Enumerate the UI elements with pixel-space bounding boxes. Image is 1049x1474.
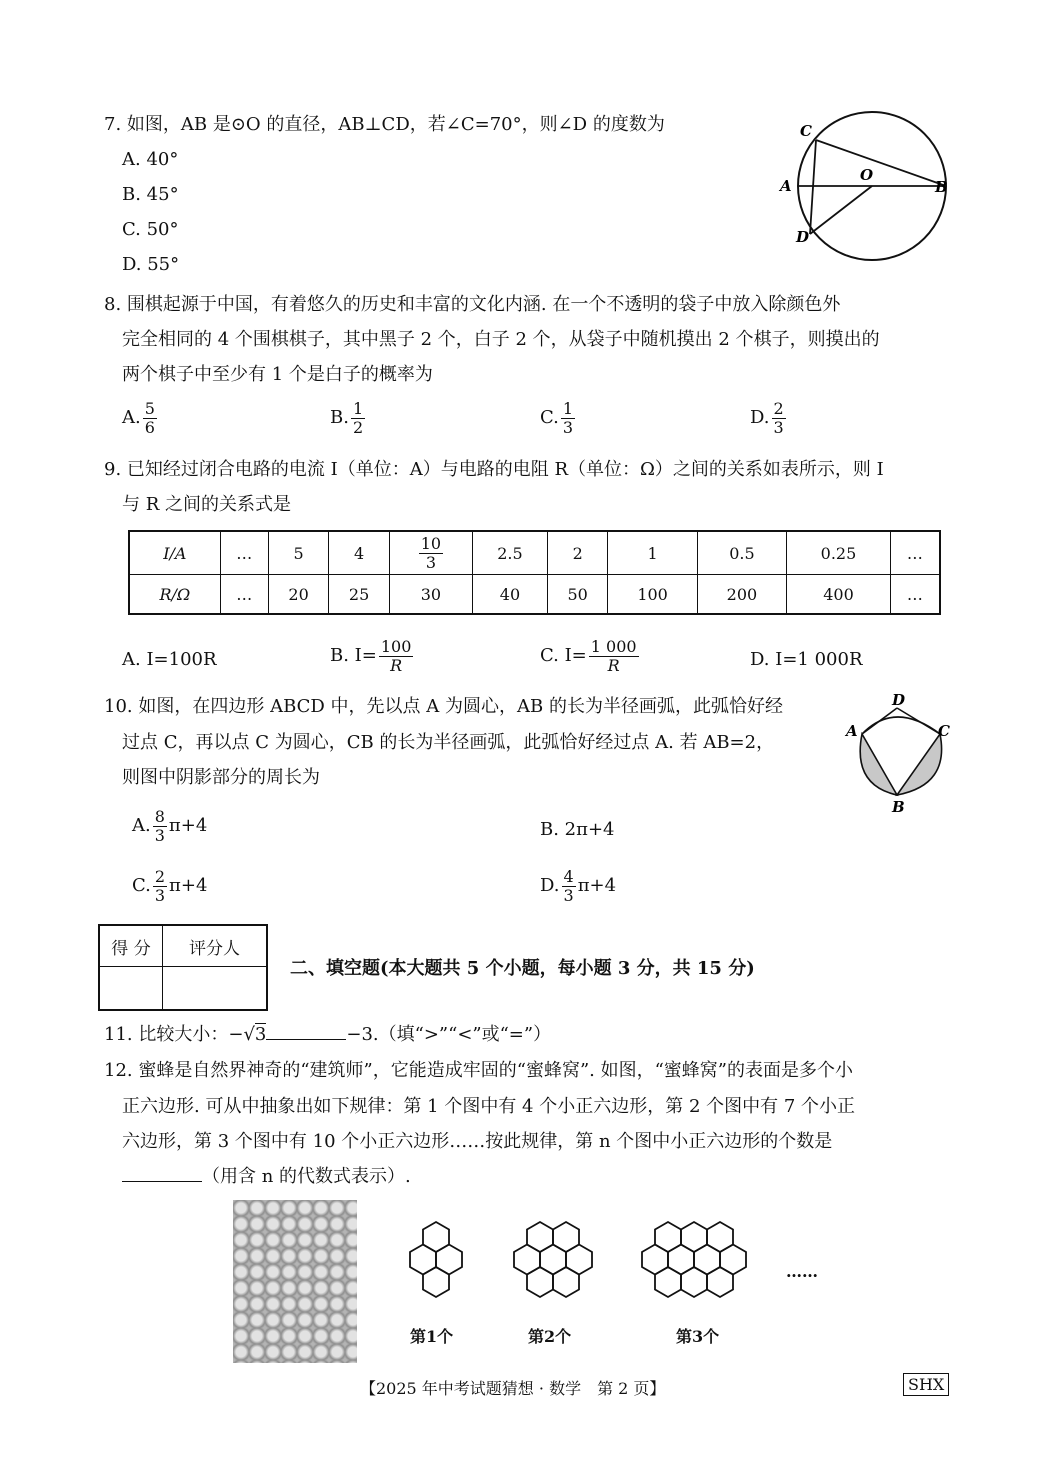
table-cell: 200 [697,575,786,615]
hexagon-pattern-2 [500,1220,610,1320]
hexagon-pattern-3 [628,1220,773,1320]
table-cell: 400 [787,575,891,615]
q10-label-b: B [892,798,905,816]
q7-label-b: B [935,178,948,196]
pattern-label-3: 第3个 [676,1327,720,1346]
table-cell: 100 [608,575,697,615]
q7-option-c: C. 50° [122,219,179,240]
sqrt-symbol: √3 [243,1024,267,1045]
table-cell: I/A [129,531,220,575]
q7-label-c: C [800,122,812,140]
table-cell: … [220,531,268,575]
q9-option-c: C. I= $\frac{1 000}{R}$ [540,637,637,675]
q8-line1: 8. 围棋起源于中国，有着悠久的历史和丰富的文化内涵. 在一个不透明的袋子中放入除颜色外 [104,294,841,315]
q10-line3: 则图中阴影部分的周长为 [122,767,320,788]
pattern-ellipsis: …… [786,1262,818,1281]
pattern-label-2: 第2个 [528,1327,572,1346]
q7-label-d: D [796,228,810,246]
q9-line1: 9. 已知经过闭合电路的电流 I（单位：A）与电路的电阻 R（单位：Ω）之间的关系如表所示，则 I [104,459,884,480]
q10-line2: 过点 C，再以点 C 为圆心，CB 的长为半径画弧，此弧恰好经过点 A. 若 AB=2， [122,732,775,753]
q9-option-a: A. I=100R [122,649,217,670]
q8-option-a: A. $\frac{5}{6}$ [122,399,155,437]
table-cell: … [220,575,268,615]
q8-option-d: D. $\frac{2}{3}$ [750,399,784,437]
q7-circle-figure [770,110,970,260]
q8-option-b: B. $\frac{1}{2}$ [330,399,364,437]
q12-line3: 六边形，第 3 个图中有 10 个小正六边形……按此规律，第 n 个图中小正六边形的个数是 [122,1131,833,1152]
q8-line2: 完全相同的 4 个围棋棋子，其中黑子 2 个，白子 2 个，从袋子中随机摸出 2 个棋子，则摸出的 [122,329,880,350]
table-cell: 0.25 [787,531,891,575]
q12-line2: 正六边形. 可从中抽象出如下规律：第 1 个图中有 4 个小正六边形，第 2 个图中有 7 个小正 [122,1096,856,1117]
q10-label-c: C [938,722,950,740]
q7-label-o: O [860,166,874,184]
score-input-cell[interactable] [99,967,163,1011]
table-cell: R/Ω [129,575,220,615]
pattern-label-1: 第1个 [410,1327,454,1346]
score-label: 得 分 [99,925,163,967]
table-cell: 4 [329,531,390,575]
q8-option-c: C. $\frac{1}{3}$ [540,399,574,437]
table-cell: 2.5 [473,531,548,575]
table-row [129,575,940,615]
grader-label: 评分人 [163,925,268,967]
q12-line1: 12. 蜜蜂是自然界神奇的“建筑师”，它能造成牢固的“蜜蜂窝”. 如图，“蜜蜂窝”的表面是多个小 [104,1060,854,1081]
current-resistance-table [128,530,941,615]
q9-option-b: B. I= $\frac{100}{R}$ [330,637,412,675]
q7-option-d: D. 55° [122,254,180,275]
q10-option-a: A. $\frac{8}{3}$ π+4 [132,807,208,845]
q7-stem: 7. 如图，AB 是⊙O 的直径，AB⊥CD，若∠C=70°，则∠D 的度数为 [104,114,665,135]
page-footer: 【2025 年中考试题猜想 · 数学 第 2 页】 [360,1379,666,1398]
q7-option-a: A. 40° [122,149,179,170]
table-cell: 40 [473,575,548,615]
q10-label-a: A [846,722,858,740]
section-title: 二、填空题(本大题共 5 个小题，每小题 3 分，共 15 分) [290,958,755,979]
q7-label-a: A [780,177,792,195]
table-cell: 5 [268,531,329,575]
q10-quadrilateral-figure [840,690,960,815]
honeycomb-photo [233,1200,357,1363]
q10-line1: 10. 如图，在四边形 ABCD 中，先以点 A 为圆心，AB 的长为半径画弧，此弧恰好经 [104,696,783,717]
paper-code-badge: SHX [903,1373,949,1396]
table-cell: $\frac{10}{3}$ [389,531,472,575]
table-cell: 50 [547,575,608,615]
table-cell: … [890,575,940,615]
table-cell: 0.5 [697,531,786,575]
q10-option-c: C. $\frac{2}{3}$ π+4 [132,867,208,905]
table-cell: 25 [329,575,390,615]
table-cell: 1 [608,531,697,575]
hexagon-pattern-1 [400,1220,476,1320]
score-box [98,924,268,1011]
q7-option-b: B. 45° [122,184,179,205]
q12-line4: （用含 n 的代数式表示）. [122,1162,411,1192]
table-cell: 30 [389,575,472,615]
table-cell: 20 [268,575,329,615]
grader-input-cell[interactable] [163,967,268,1011]
answer-blank[interactable] [122,1163,202,1182]
table-row [129,531,940,575]
q10-label-d: D [892,691,906,709]
q10-option-d: D. $\frac{4}{3}$ π+4 [540,867,617,905]
q9-option-d: D. I=1 000R [750,649,863,670]
table-cell: … [890,531,940,575]
q11-line: 11. 比较大小：−√3 −3.（填“>”“<”或“=”） [104,1020,551,1050]
answer-blank[interactable] [266,1021,346,1040]
table-cell: 2 [547,531,608,575]
q9-line2: 与 R 之间的关系式是 [122,494,291,515]
q10-option-b: B. 2π+4 [540,819,615,840]
q8-line3: 两个棋子中至少有 1 个是白子的概率为 [122,364,433,385]
